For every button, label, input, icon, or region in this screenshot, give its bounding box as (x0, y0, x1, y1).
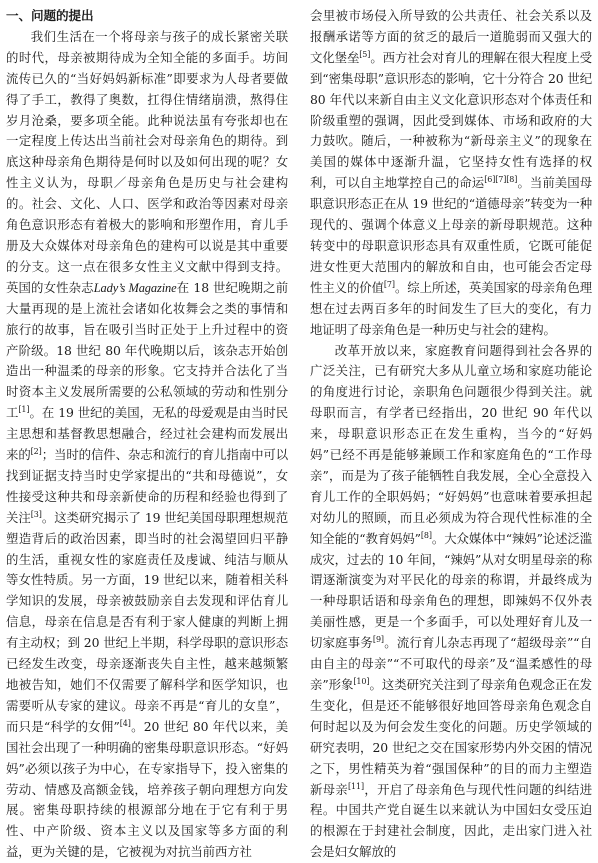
citation-ref: [11] (348, 781, 364, 790)
magazine-title: Lady’s Magazine (94, 281, 177, 295)
text-run: 我们生活在一个将母亲与孩子的成长紧密关联的时代，母亲被期待成为全知全能的多面手。坊间流传已久的“当好妈妈新标准”即要求为人母者要做得了手工，教得了奥数，扛得住情绪崩溃，熬得住岁月沧桑，要多项全能。此种说法虽有夸张却也在一定程度上传达出当前社会对母亲角色的期待。到底这种母亲角色期待是何时以及如何出现的呢？女性主义认为，母职／母亲角色是历史与社会建构的。社会、文化、人口、医学和政治等因素对母亲角色意识形态有着极大的影响和形塑作用，育儿手册及大众媒体对母亲角色的建构可以说是其中重要的分支。这一点在很多女性主义文献中得到支持。英国的女性杂志 (6, 29, 288, 295)
text-run: 。西方社会对育儿的理解在很大程度上受到“密集母职”意识形态的影响，它十分符合 20 世纪 80 年代以来新自由主义文化意识形态对个体责任和阶级重塑的强调，因此受到媒体、市场和政府的大力鼓吹。随后，一种被称为“新母亲主义”的现象在美国的媒体中逐渐升温，它坚持女性有选择的权利，可以自主地掌控自己的命运 (310, 50, 592, 190)
text-run: 。这类研究揭示了 19 世纪美国母职理想规范塑造背后的政治因素，即当时的社会渴望回归平静的生活，重视女性的家庭责任及虔诚、纯洁与顺从等女性特质。另一方面，19 世纪以来，随着相关科学知识的发展，母亲被鼓励亲自去发现和评估育儿信息，母亲在信息是否有利于家人健康的判断上拥有主动权；到 20 世纪上半期，科学母职的意识形态已经发生改变，母亲逐渐丧失自主性，越来越频繁地被告知，她们不仅需要了解科学和医学知识，也需要听从专家的建议。母亲不再是“育儿的女皇”，而只是“科学的女佣” (6, 510, 288, 734)
text-run: 。这类研究关注到了母亲角色观念正在发生变化，但是还不能够很好地回答母亲角色观念自何时起以及为何会发生变化的问题。历史学领域的研究表明，20 世纪之交在国家形势内外交困的情况之下，男性精英为着“强国保种”的目的而力主塑造新母亲 (310, 677, 592, 797)
citation-ref: [5] (359, 50, 370, 59)
text-run: ，开启了母亲角色与现代性问题的纠结进程。中国共产党自诞生以来就认为中国妇女受压迫的根源在于封建社会制度，因此，走出家门进入社会是妇女解放的 (310, 782, 592, 860)
citation-ref: [10] (353, 677, 369, 686)
right-column (310, 6, 592, 803)
paragraph-2 (310, 341, 592, 863)
paragraph-1-continued (310, 6, 592, 341)
citation-ref: [8] (421, 531, 432, 540)
citation-ref: [7] (384, 280, 395, 289)
text-run: 会里被市场侵入所导致的公共责任、社会关系以及报酬承诺等方面的贫乏的最后一道脆弱而又强大的文化堡垒 (310, 8, 592, 65)
text-run: 在 18 世纪晚期之前大量再现的是上流社会诸如化妆舞会之类的事情和旅行的故事，旨在吸引当时正处于上升过程中的资产阶级。18 世纪 80 年代晚期以后，该杂志开始创造出一种温柔的母亲的形象。它支持并合法化了当时资本主义发展所需要的公私领域的劳动和性别分工 (6, 280, 288, 420)
text-run: 。流行育儿杂志再现了“超级母亲”“自由自主的母亲”“不可取代的母亲”及“温柔感性的母亲”形象 (310, 635, 592, 692)
text-run: ；当时的信件、杂志和流行的育儿指南中可以找到证据支持当时史学家提出的“共和母德说”，女性接受这种共和母亲新使命的历程和经验也得到了关注 (6, 447, 288, 525)
citation-ref: [2] (31, 447, 42, 456)
paragraph-1-start (6, 27, 288, 863)
citation-ref: [1] (18, 405, 29, 414)
text-run: 改革开放以来，家庭教育问题得到社会各界的广泛关注，已有研究大多从儿童立场和家庭功能论的角度进行讨论，亲职角色问题很少得到关注。就母职而言，有学者已经指出，20 世纪 90 年代以来，母职意识形态正在发生重构，当今的“好妈妈”已经不再是能够兼顾工作和家庭角色的“工作母亲”，而是为了孩子能牺牲自我发展，全心全意投入育儿工作的全职妈妈；“好妈妈”也意味着要承担起对幼儿的照顾，而且必须成为符合现代性标准的全知全能的“教育妈妈” (310, 343, 592, 546)
section-heading: 一、问题的提出 (6, 6, 288, 27)
citation-ref: [4] (120, 719, 131, 728)
text-run: 。大众媒体中“辣妈”论述泛滥成灾，过去的 10 年间，“辣妈”从对女明星母亲的称谓逐渐演变为对平民化的母亲的称谓，并最终成为一种母职话语和母亲角色的理想，即辣妈不仅外表美丽性感，更是一个多面手，可以处理好育儿及一切家庭事务 (310, 531, 592, 651)
text-run: 。当前美国母职意识形态正在从 19 世纪的“道德母亲”转变为一种现代的、强调个体意义上母亲的新母职规范。这种转变中的母职意识形态具有双重性质，它既可能促进女性更大范围内的解放和自由，也可能会否定母性主义的价值 (310, 175, 592, 295)
text-run: 。在 19 世纪的美国，无私的母爱观是由当时民主思想和基督教思想融合，经过社会建构而发展出来的 (6, 405, 288, 462)
citation-ref: [9] (373, 635, 384, 644)
text-run: 。20 世纪 80 年代以来，美国社会出现了一种明确的密集母职意识形态。“好妈妈”必须以孩子为中心，在专家指导下，投入密集的劳动、情感及高额金钱，培养孩子朝向理想方向发展。密集母职持续的根源部分地在于它有利于男性、中产阶级、资本主义以及国家等多方面的利益，更为关键的是，它被视为对抗当前西方社 (6, 719, 288, 859)
left-column (6, 6, 288, 803)
citation-ref: [3] (31, 510, 42, 519)
text-run: 。综上所述，英美国家的母亲角色理想在过去两百多年的时间发生了巨大的变化，有力地证明了母亲角色是一种历史与社会的建构。 (310, 280, 592, 337)
citation-ref: [6][7][8] (484, 175, 517, 184)
